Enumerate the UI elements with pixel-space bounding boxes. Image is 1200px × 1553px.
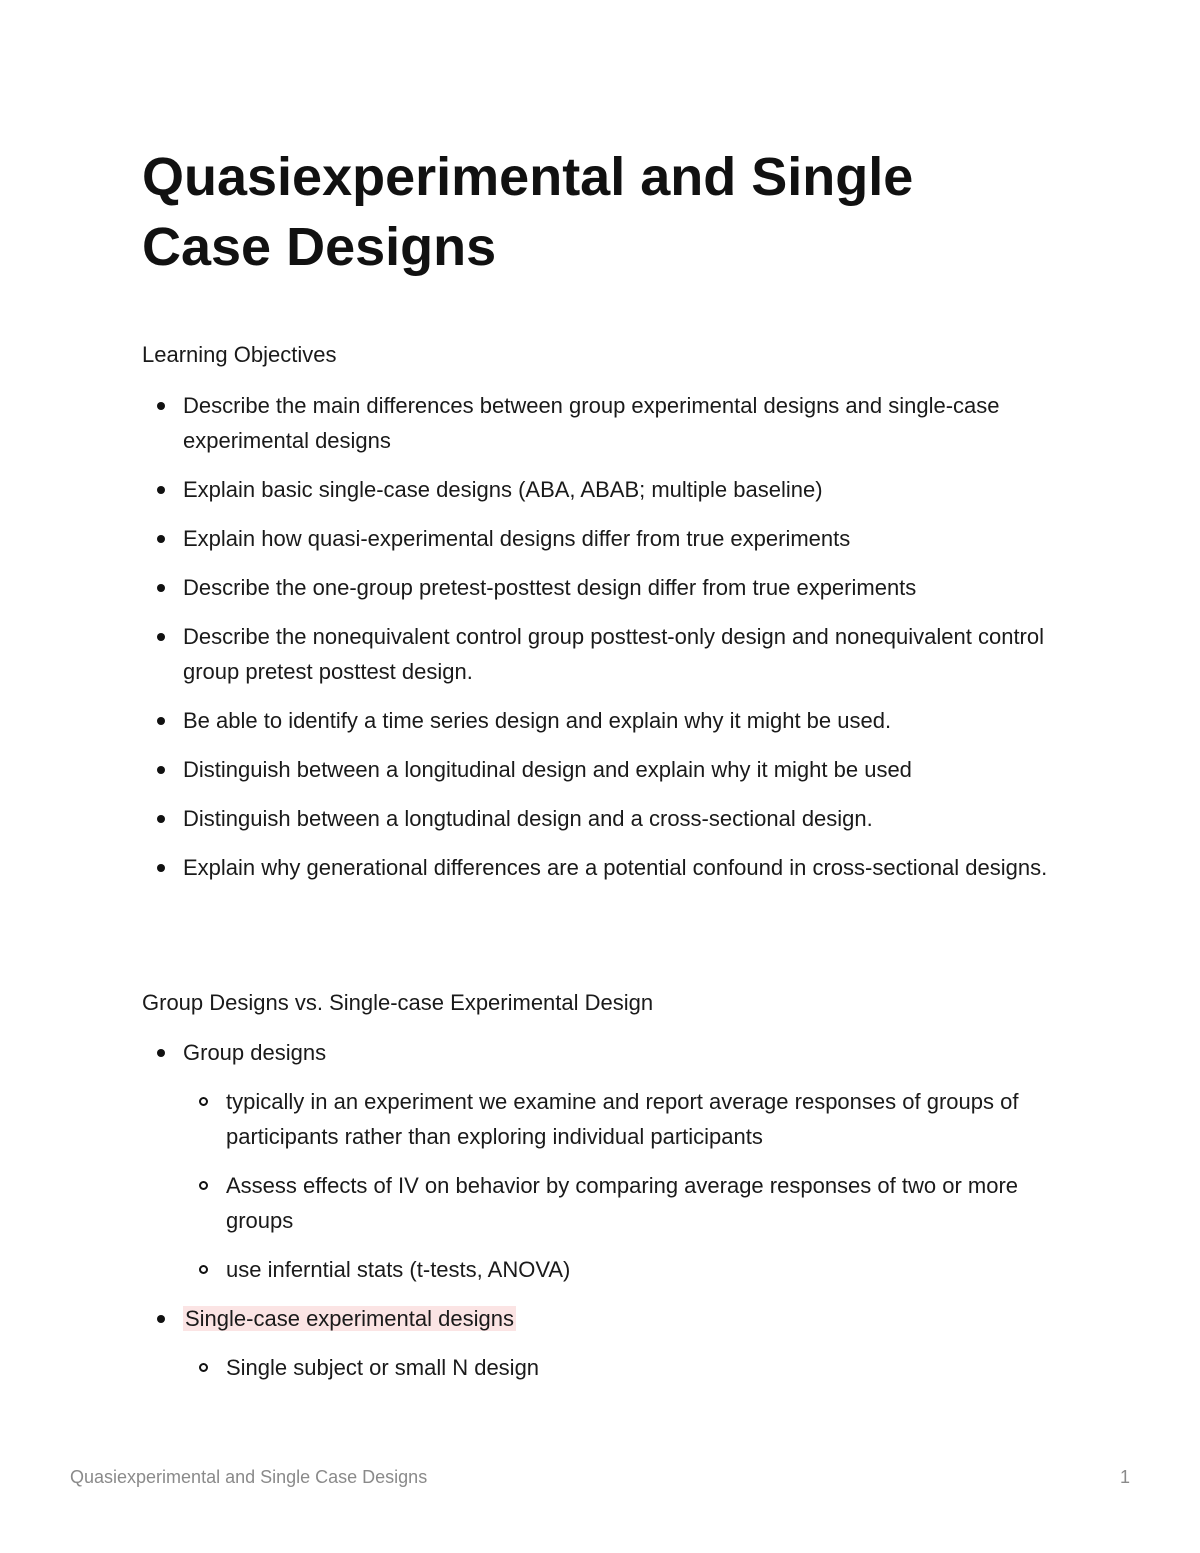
sub-list-item: Single subject or small N design	[183, 1350, 1072, 1385]
single-case-item	[142, 1301, 1072, 1385]
list-item: Describe the one-group pretest-posttest design differ from true experiments	[142, 570, 1072, 605]
group-designs-item	[142, 1035, 1072, 1287]
group-vs-single-heading: Group Designs vs. Single-case Experimental Design	[142, 990, 654, 1015]
list-item: Explain how quasi-experimental designs differ from true experiments	[142, 521, 1072, 556]
footer-document-title: Quasiexperimental and Single Case Designs	[70, 1467, 428, 1487]
list-item: Distinguish between a longitudinal design and explain why it might be used	[142, 752, 1072, 787]
page-title: Quasiexperimental and Single Case Designs	[142, 147, 914, 277]
sub-list-item: typically in an experiment we examine and report average responses of groups of participants rather than exploring individual participants	[183, 1084, 1072, 1154]
single-case-sublist	[183, 1350, 1072, 1385]
group-designs-label: Group designs	[183, 1040, 327, 1065]
list-item: Distinguish between a longtudinal design and a cross-sectional design.	[142, 801, 1072, 836]
list-item: Explain basic single-case designs (ABA, ABAB; multiple baseline)	[142, 472, 1072, 507]
sub-list-item: Assess effects of IV on behavior by comparing average responses of two or more groups	[183, 1168, 1072, 1238]
footer-page-number: 1	[1119, 1467, 1130, 1487]
sub-list-item: use inferntial stats (t-tests, ANOVA)	[183, 1252, 1072, 1287]
list-item: Explain why generational differences are a potential confound in cross-sectional designs.	[142, 850, 1072, 885]
learning-objectives-list	[142, 388, 1072, 899]
single-case-label-highlighted: Single-case experimental designs	[185, 1306, 514, 1331]
learning-objectives-heading: Learning Objectives	[142, 342, 337, 367]
group-vs-single-list	[142, 1035, 1072, 1399]
list-item: Be able to identify a time series design and explain why it might be used.	[142, 703, 1072, 738]
list-item: Describe the main differences between group experimental designs and single-case experimental designs	[142, 388, 1072, 458]
group-designs-sublist	[183, 1084, 1072, 1287]
list-item: Describe the nonequivalent control group posttest-only design and nonequivalent control group pretest posttest design.	[142, 619, 1072, 689]
